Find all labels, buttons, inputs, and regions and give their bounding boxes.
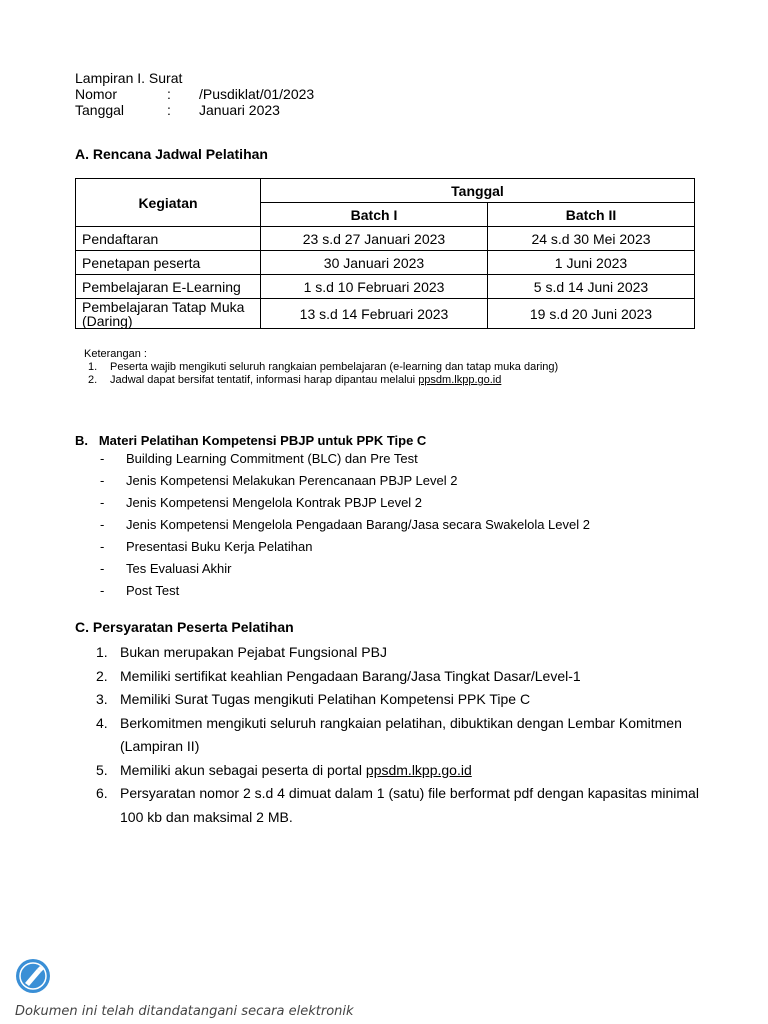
list-item bbox=[100, 492, 590, 514]
keterangan-item bbox=[84, 361, 558, 374]
table-header-row bbox=[76, 179, 695, 203]
batch2-cell: 5 s.d 14 Juni 2023 bbox=[488, 275, 695, 299]
col-tanggal-header: Tanggal bbox=[261, 179, 695, 203]
keterangan-item bbox=[84, 374, 558, 387]
signature-text: Dokumen ini telah ditandatangani secara elektronik bbox=[15, 1004, 354, 1019]
list-item bbox=[96, 759, 706, 783]
list-item bbox=[100, 470, 590, 492]
item-num: 2. bbox=[96, 667, 108, 684]
dash-bullet: - bbox=[100, 583, 105, 598]
list-item bbox=[100, 448, 590, 470]
list-item bbox=[96, 665, 706, 689]
col-kegiatan-header: Kegiatan bbox=[76, 179, 261, 227]
list-item-text: Memiliki akun sebagai peserta di portal bbox=[120, 761, 366, 778]
list-item-text: Memiliki Surat Tugas mengikuti Pelatihan Kompetensi PPK Tipe C bbox=[120, 691, 531, 707]
list-item-text: Jenis Kompetensi Melakukan Perencanaan PBJP Level 2 bbox=[126, 473, 458, 488]
section-c-title: C. Persyaratan Peserta Pelatihan bbox=[75, 619, 294, 635]
batch1-cell: 30 Januari 2023 bbox=[261, 251, 488, 275]
keterangan-text: Jadwal dapat bersifat tentatif, informasi harap dipantau melalui bbox=[110, 374, 419, 386]
list-item bbox=[96, 782, 706, 829]
tanggal-label: Tanggal bbox=[75, 102, 125, 118]
kegiatan-cell: Pembelajaran E-Learning bbox=[76, 275, 261, 299]
section-b-title: B. Materi Pelatihan Kompetensi PBJP untuk PPK Tipe C bbox=[75, 433, 427, 448]
item-num: 5. bbox=[96, 761, 108, 778]
esign-icon bbox=[15, 958, 51, 994]
list-item-text: Presentasi Buku Kerja Pelatihan bbox=[126, 539, 313, 554]
lampiran-label: Lampiran I. Surat bbox=[75, 70, 183, 86]
list-item bbox=[100, 580, 590, 602]
keterangan-num: 2. bbox=[88, 374, 98, 386]
table-row bbox=[76, 227, 695, 251]
batch1-cell: 23 s.d 27 Januari 2023 bbox=[261, 227, 488, 251]
item-num: 6. bbox=[96, 785, 108, 801]
section-a-title: A. Rencana Jadwal Pelatihan bbox=[75, 146, 268, 162]
materi-list bbox=[100, 448, 590, 602]
table-row bbox=[76, 251, 695, 275]
col-batch2-header: Batch II bbox=[488, 203, 695, 227]
kegiatan-cell: Pendaftaran bbox=[76, 227, 261, 251]
keterangan bbox=[84, 348, 558, 387]
table-row bbox=[76, 299, 695, 329]
dash-bullet: - bbox=[100, 517, 105, 532]
kegiatan-cell: Pembelajaran Tatap Muka (Daring) bbox=[76, 299, 261, 329]
keterangan-title: Keterangan : bbox=[84, 348, 147, 360]
item-num: 1. bbox=[96, 644, 108, 660]
item-num: 4. bbox=[96, 714, 108, 731]
list-item-text: Bukan merupakan Pejabat Fungsional PBJ bbox=[120, 644, 387, 660]
list-item-text: Building Learning Commitment (BLC) dan Pre Test bbox=[126, 451, 418, 466]
batch2-cell: 1 Juni 2023 bbox=[488, 251, 695, 275]
col-batch1-header: Batch I bbox=[261, 203, 488, 227]
persyaratan-list bbox=[96, 641, 706, 829]
list-item bbox=[96, 688, 706, 712]
schedule-table bbox=[75, 178, 695, 329]
dash-bullet: - bbox=[100, 539, 105, 554]
list-item bbox=[100, 536, 590, 558]
dash-bullet: - bbox=[100, 473, 105, 488]
dash-bullet: - bbox=[100, 495, 105, 510]
list-item bbox=[96, 641, 706, 665]
dash-bullet: - bbox=[100, 561, 105, 576]
dash-bullet: - bbox=[100, 451, 105, 466]
ppsdm-link[interactable]: ppsdm.lkpp.go.id bbox=[418, 374, 502, 386]
nomor-line bbox=[75, 86, 314, 102]
tanggal-value: Januari 2023 bbox=[199, 102, 280, 118]
nomor-label: Nomor bbox=[75, 86, 118, 102]
list-item-text: Jenis Kompetensi Mengelola Kontrak PBJP Level 2 bbox=[126, 495, 423, 510]
item-num: 3. bbox=[96, 691, 108, 707]
portal-link[interactable]: ppsdm.lkpp.go.id bbox=[365, 761, 472, 778]
batch1-cell: 1 s.d 10 Februari 2023 bbox=[261, 275, 488, 299]
batch1-cell: 13 s.d 14 Februari 2023 bbox=[261, 299, 488, 329]
keterangan-text: Peserta wajib mengikuti seluruh rangkaian pembelajaran (e-learning dan tatap muka daring) bbox=[110, 361, 559, 373]
list-item-text: Post Test bbox=[126, 583, 180, 598]
list-item-text: Berkomitmen mengikuti seluruh rangkaian pelatihan, dibuktikan dengan Lembar Komitmen (Lampiran II) bbox=[120, 714, 682, 754]
batch2-cell: 19 s.d 20 Juni 2023 bbox=[488, 299, 695, 329]
list-item-text: Persyaratan nomor 2 s.d 4 dimuat dalam 1 (satu) file berformat pdf dengan kapasitas minimal 100 kb dan maksimal 2 MB. bbox=[120, 785, 699, 825]
batch2-cell: 24 s.d 30 Mei 2023 bbox=[488, 227, 695, 251]
table-row bbox=[76, 275, 695, 299]
kegiatan-cell: Penetapan peserta bbox=[76, 251, 261, 275]
nomor-sep: : bbox=[167, 86, 171, 102]
list-item-text: Tes Evaluasi Akhir bbox=[126, 561, 232, 576]
list-item-text: Jenis Kompetensi Mengelola Pengadaan Barang/Jasa secara Swakelola Level 2 bbox=[126, 517, 590, 532]
nomor-value: /Pusdiklat/01/2023 bbox=[199, 86, 315, 102]
keterangan-num: 1. bbox=[88, 361, 98, 373]
tanggal-sep: : bbox=[167, 102, 171, 118]
list-item bbox=[96, 712, 706, 759]
list-item bbox=[100, 558, 590, 580]
tanggal-line bbox=[75, 102, 280, 118]
list-item-text: Memiliki sertifikat keahlian Pengadaan Barang/Jasa Tingkat Dasar/Level-1 bbox=[120, 667, 581, 684]
list-item bbox=[100, 514, 590, 536]
